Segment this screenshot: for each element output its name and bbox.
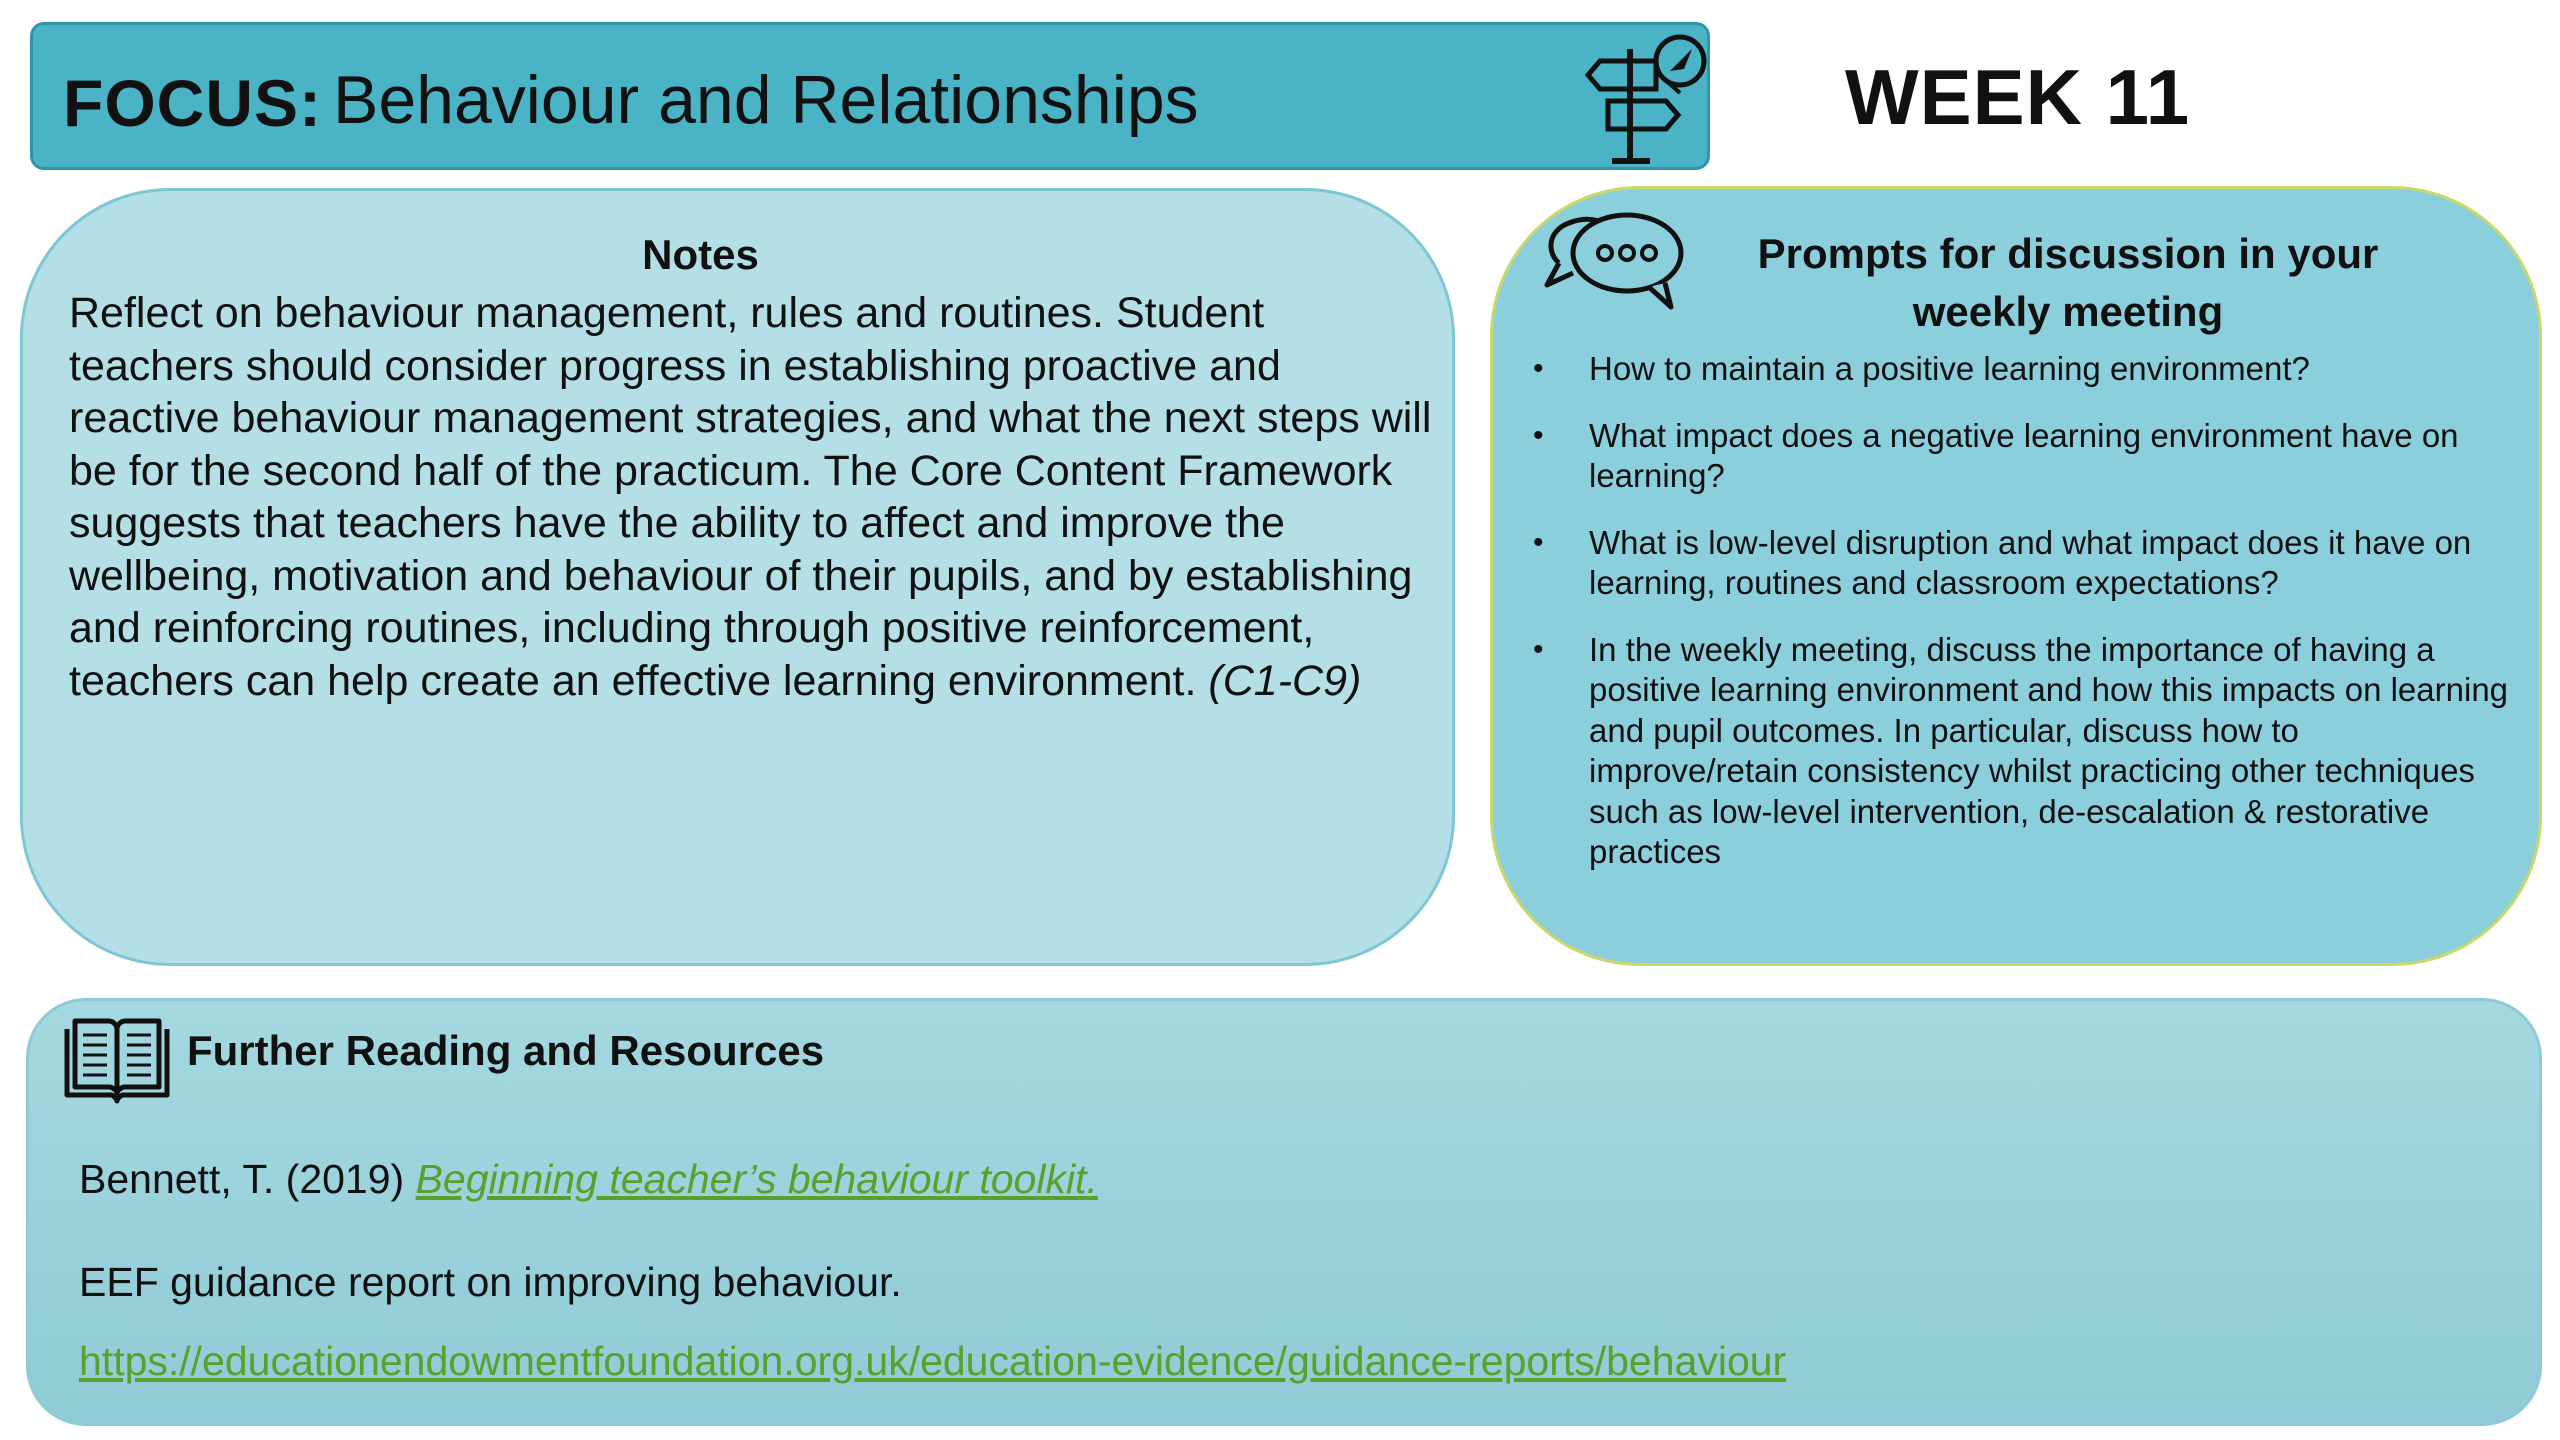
prompt-text: What impact does a negative learning environment have on learning? — [1589, 416, 2459, 494]
bullet-icon: • — [1533, 418, 1544, 452]
prompts-panel — [1490, 186, 2542, 966]
eef-guidance-link[interactable]: https://educationendowmentfoundation.org.uk/education-evidence/guidance-reports/behaviour — [79, 1338, 1787, 1384]
notes-panel — [20, 188, 1455, 966]
focus-label: FOCUS: — [63, 66, 322, 140]
prompts-list — [1533, 349, 2513, 899]
list-item — [1533, 349, 2513, 390]
notes-text: Reflect on behaviour management, rules and routines. Student teachers should consider progress in establishing proactive and reactive behaviour management strategies, and what the next steps will be for the second half of the practicum. The Core Content Framework suggests that teachers have the ability to affect and improve the wellbeing, motivation and behaviour of their pupils, and by establishing and reinforcing routines, including through positive reinforcement, teachers can help create an effective learning environment. — [69, 289, 1432, 705]
notes-body — [69, 287, 1439, 707]
list-item — [1533, 523, 2513, 604]
prompt-text: How to maintain a positive learning environment? — [1589, 350, 2310, 387]
reference-eef: EEF guidance report on improving behaviour. — [79, 1259, 902, 1305]
further-reading-panel — [26, 998, 2542, 1426]
further-reading-title: Further Reading and Resources — [187, 1027, 825, 1074]
notes-title: Notes — [642, 231, 759, 278]
focus-header-bar — [30, 22, 1710, 170]
bennett-toolkit-link[interactable]: Beginning teacher’s behaviour toolkit. — [415, 1156, 1098, 1202]
week-label: WEEK 11 — [1845, 53, 2191, 141]
prompt-text: What is low-level disruption and what impact does it have on learning, routines and classroom expectations? — [1589, 523, 2472, 601]
list-item — [1533, 630, 2513, 873]
list-item — [1533, 416, 2513, 497]
bullet-icon: • — [1533, 632, 1544, 666]
focus-title: Behaviour and Relationships — [333, 62, 1199, 138]
bullet-icon: • — [1533, 525, 1544, 559]
prompt-text: In the weekly meeting, discuss the importance of having a positive learning environment and how this impacts on learning and pupil outcomes. In particular, discuss how to improve/retain consistency whilst practicing other techniques such as low-level intervention, de-escalation & restorative practices — [1589, 630, 2509, 870]
signpost-icon — [1578, 31, 1713, 171]
reference-bennett-prefix: Bennett, T. (2019) — [79, 1156, 416, 1202]
speech-bubbles-icon — [1539, 203, 1689, 323]
eef-guidance-link-line — [79, 1338, 1786, 1385]
notes-reference: (C1-C9) — [1208, 656, 1362, 705]
open-book-icon — [61, 1015, 173, 1105]
bullet-icon: • — [1533, 352, 1544, 385]
prompts-title: Prompts for discussion in your weekly meeting — [1757, 230, 2379, 335]
reference-bennett — [79, 1156, 1098, 1203]
